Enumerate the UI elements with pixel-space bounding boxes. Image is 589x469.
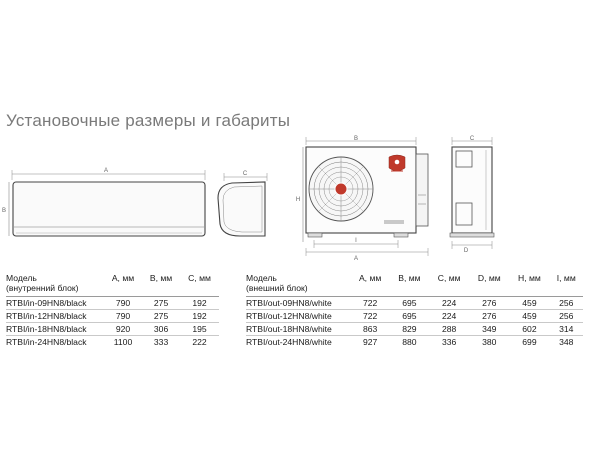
cell-b: 829 — [390, 323, 429, 336]
column-header-i: I, мм — [550, 273, 583, 297]
outdoor-dim-a-label: A — [353, 256, 359, 262]
table-row — [6, 297, 219, 310]
header-model-label: Модель (внешний блок) — [246, 273, 308, 293]
cell-c: 336 — [441, 337, 457, 347]
cell-h: 699 — [522, 337, 537, 347]
cell-d: 349 — [469, 323, 509, 336]
cell-a: 790 — [104, 310, 142, 323]
cell-a: 722 — [350, 297, 389, 310]
cell-model: RTBI/out-09HN8/white — [246, 297, 350, 310]
cell-b: 695 — [390, 297, 429, 310]
indoor-unit-front-view — [2, 168, 205, 236]
cell-b: 880 — [402, 337, 417, 347]
column-header-b: B, мм — [142, 273, 180, 297]
indoor-side-dim-c-label: C — [242, 171, 248, 177]
outdoor-unit-front-view — [296, 136, 428, 262]
indoor-unit-side-view — [218, 171, 267, 236]
table-row — [6, 323, 219, 336]
cell-c: 192 — [180, 310, 219, 323]
dimension-drawings — [0, 130, 589, 265]
cell-i: 256 — [550, 297, 583, 310]
column-header-model — [6, 273, 104, 297]
cell-d: 276 — [469, 297, 509, 310]
outdoor-unit-dimensions-table — [246, 273, 583, 348]
cell-a: 863 — [350, 323, 389, 336]
cell-a: 790 — [104, 297, 142, 310]
table-header-row — [6, 273, 219, 297]
cell-a: 1100 — [113, 337, 133, 347]
indoor-unit-dimensions-table — [6, 273, 219, 348]
table-row — [246, 310, 583, 323]
cell-c: 224 — [429, 297, 469, 310]
cell-i: 314 — [550, 323, 583, 336]
cell-i: 256 — [550, 310, 583, 323]
column-header-model — [246, 273, 350, 297]
cell-h: 459 — [509, 310, 549, 323]
outdoor-side-dim-c-label: C — [469, 136, 475, 142]
column-header-a: A, мм — [104, 273, 142, 297]
cell-c: 192 — [180, 297, 219, 310]
indoor-dim-a-label: A — [103, 168, 109, 174]
cell-model: RTBI/in-12HN8/black — [6, 310, 104, 323]
table-row — [6, 310, 219, 323]
cell-b: 333 — [153, 337, 169, 347]
table-header-row — [246, 273, 583, 297]
cell-i: 348 — [559, 337, 574, 347]
outdoor-dim-i-label: I — [355, 238, 357, 244]
cell-c: 222 — [192, 337, 207, 347]
cell-h: 459 — [509, 297, 549, 310]
cell-a: 927 — [362, 337, 378, 347]
column-header-a: A, мм — [350, 273, 389, 297]
cell-c: 195 — [180, 323, 219, 336]
cell-c: 288 — [429, 323, 469, 336]
cell-h: 602 — [509, 323, 549, 336]
column-header-b: B, мм — [390, 273, 429, 297]
column-header-h: H, мм — [509, 273, 549, 297]
cell-b: 306 — [142, 323, 180, 336]
dimension-drawings-svg — [0, 130, 589, 265]
cell-d: 380 — [482, 337, 497, 347]
cell-model: RTBI/out-18HN8/white — [246, 323, 350, 336]
cell-model: RTBI/in-24HN8/black — [6, 337, 87, 347]
table-row — [246, 323, 583, 336]
outdoor-unit-side-view — [450, 136, 494, 254]
table-row — [246, 336, 583, 349]
outdoor-dim-b-label: B — [353, 136, 359, 142]
cell-model: RTBI/out-24HN8/white — [246, 337, 332, 347]
cell-model: RTBI/out-12HN8/white — [246, 310, 350, 323]
column-header-c: C, мм — [429, 273, 469, 297]
cell-a: 920 — [104, 323, 142, 336]
cell-b: 695 — [390, 310, 429, 323]
cell-b: 275 — [142, 310, 180, 323]
table-row — [6, 336, 219, 349]
cell-a: 722 — [350, 310, 389, 323]
page-title: Установочные размеры и габариты — [6, 111, 291, 130]
cell-model: RTBI/in-18HN8/black — [6, 323, 104, 336]
cell-d: 276 — [469, 310, 509, 323]
indoor-dim-b-label: B — [1, 208, 7, 214]
header-model-label: Модель (внутренний блок) — [6, 273, 79, 293]
table-row — [246, 297, 583, 310]
column-header-c: C, мм — [180, 273, 219, 297]
outdoor-dim-h-label: H — [295, 197, 301, 203]
column-header-d: D, мм — [469, 273, 509, 297]
cell-model: RTBI/in-09HN8/black — [6, 297, 104, 310]
outdoor-side-dim-d-label: D — [463, 248, 469, 254]
cell-c: 224 — [429, 310, 469, 323]
cell-b: 275 — [142, 297, 180, 310]
